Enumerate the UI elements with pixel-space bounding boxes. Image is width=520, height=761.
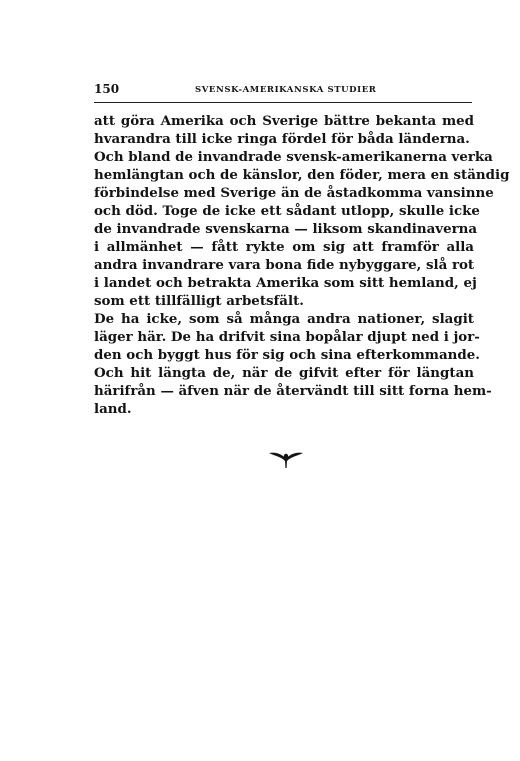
winged-ornament-icon [268, 449, 304, 469]
header-rule [94, 102, 472, 103]
text-line: förbindelse med Sverige än de åstadkomma vansinne [94, 185, 494, 201]
text-line: de invandrade svenskarna — liksom skandinaverna [94, 221, 478, 237]
text-line: De ha icke, som så många andra nationer, slagit [94, 311, 474, 327]
text-line: land. [94, 401, 132, 417]
text-line: härifrån — äfven när de återvändt till sitt forna hem- [94, 383, 492, 399]
text-line: hvarandra till icke ringa fördel för båda länderna. [94, 131, 470, 147]
text-line: hemlängtan och de känslor, den föder, mera en ständig [94, 167, 510, 183]
text-line: Och bland de invandrade svensk-amerikanerna verka [94, 149, 493, 165]
text-line: andra invandrare vara bona fide nybyggare, slå rot [94, 257, 475, 273]
text-line: läger här. De ha drifvit sina bopålar djupt ned i jor- [94, 329, 480, 345]
text-line: som ett tillfälligt arbetsfält. [94, 293, 304, 309]
running-title: SVENSK-AMERIKANSKA STUDIER [195, 85, 377, 95]
body-text [94, 112, 510, 418]
text-line: i allmänhet — fått rykte om sig att framför alla [94, 239, 474, 255]
text-line: Och hit längta de, när de gifvit efter för längtan [94, 365, 474, 381]
text-line: den och byggt hus för sig och sina efterkommande. [94, 347, 480, 363]
running-head [94, 82, 472, 98]
page-number: 150 [94, 82, 120, 96]
text-line: i landet och betrakta Amerika som sitt hemland, ej [94, 275, 477, 291]
text-line: och död. Toge de icke ett sådant utlopp, skulle icke [94, 203, 480, 219]
text-line: att göra Amerika och Sverige bättre bekanta med [94, 113, 474, 129]
